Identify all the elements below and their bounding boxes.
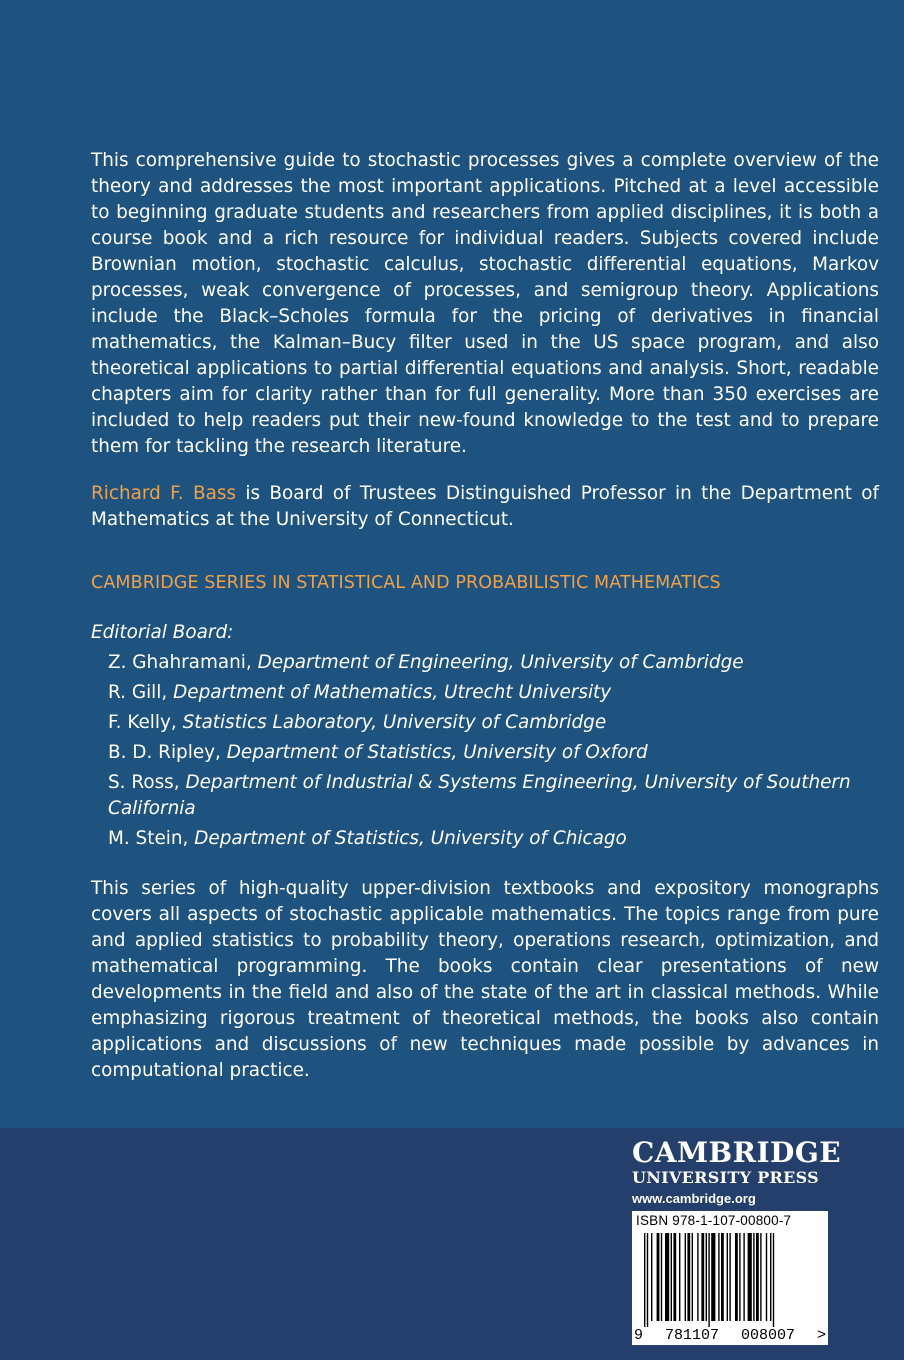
board-member	[108, 826, 878, 852]
barcode-bar	[671, 1233, 672, 1321]
book-description: This comprehensive guide to stochastic processes gives a complete overview of the theory and addresses the most important applications. Pitched at a level accessible to beginning graduate students and researchers from applied disciplines, it is both a course book and a rich resource for individual readers. Subjects covered include Brownian motion, stochastic calculus, stochastic differential equations, Markov processes, weak convergence of processes, and semigroup theory. Applications include the Black–Scholes formula for the pricing of derivatives in financial mathematics, the Kalman–Bucy filter used in the US space program, and also theoretical applications to partial differential equations and analysis. Short, readable chapters aim for clarity rather than for full generality. More than 350 exercises are included to help readers put their new-found knowledge to the test and to prepare them for tackling the research literature.	[91, 150, 879, 457]
barcode-digits	[634, 1327, 826, 1345]
barcode-bar	[651, 1233, 652, 1321]
board-member-name: Z. Ghahramani,	[108, 652, 258, 673]
series-description: This series of high-quality upper-division textbooks and expository monographs covers all aspects of stochastic applicable mathematics. The topics range from pure and applied statistics to probability theory, operations research, optimization, and mathematical programming. The books contain clear presentations of new developments in the field and also of the state of the art in classical methods. While emphasizing rigorous treatment of theoretical methods, the books also contain applications and discussions of new techniques made possible by advances in computational practice.	[91, 878, 879, 1081]
barcode-digit-lead: 9	[634, 1327, 644, 1344]
barcode	[632, 1211, 828, 1345]
board-member-affiliation-cont: California	[108, 798, 196, 819]
barcode-bar	[706, 1233, 707, 1321]
barcode-bar	[721, 1233, 724, 1321]
editorial-board-heading: Editorial Board:	[91, 622, 234, 643]
barcode-bar	[685, 1233, 686, 1321]
author-bio	[91, 481, 879, 533]
barcode-bar	[647, 1233, 648, 1327]
barcode-bar	[708, 1233, 709, 1327]
barcode-bar	[711, 1233, 715, 1321]
publisher-url: www.cambridge.org	[632, 1191, 756, 1206]
board-member-affiliation: Department of Mathematics, Utrecht University	[173, 682, 612, 703]
barcode-bar	[739, 1233, 740, 1321]
board-member-affiliation: Department of Engineering, University of Cambridge	[257, 652, 744, 673]
board-member-name: M. Stein,	[108, 828, 195, 849]
barcode-bars	[644, 1233, 816, 1327]
board-member-affiliation: Department of Statistics, University of Chicago	[194, 828, 627, 849]
publisher-logo	[632, 1136, 842, 1208]
publisher-subtitle: UNIVERSITY PRESS	[632, 1168, 819, 1187]
barcode-bar	[679, 1233, 680, 1321]
barcode-bar	[644, 1233, 645, 1327]
barcode-bar	[735, 1233, 738, 1321]
barcode-bar	[760, 1233, 761, 1321]
isbn-label: ISBN 978-1-107-00800-7	[636, 1213, 792, 1228]
barcode-bar	[729, 1233, 730, 1321]
barcode-bar	[687, 1233, 690, 1321]
board-member	[108, 740, 878, 766]
board-member	[108, 650, 878, 676]
barcode-bar	[743, 1233, 744, 1321]
barcode-bar	[748, 1233, 752, 1321]
board-member-name: B. D. Ripley,	[108, 742, 227, 763]
barcode-bar	[770, 1233, 771, 1321]
editorial-board-list	[108, 650, 878, 856]
barcode-bar	[773, 1233, 774, 1327]
author-name: Richard F. Bass	[91, 483, 237, 504]
barcode-bar	[766, 1233, 767, 1321]
series-title: CAMBRIDGE SERIES IN STATISTICAL AND PROBABILISTIC MATHEMATICS	[91, 573, 721, 593]
barcode-bar	[673, 1233, 676, 1321]
barcode-bar	[701, 1233, 704, 1321]
board-member-name: R. Gill,	[108, 682, 174, 703]
barcode-digit-group-right: 008007	[740, 1327, 795, 1344]
author-bio-text: is Board of Trustees Distinguished Professor in the Department of Mathematics at the University of Connecticut.	[91, 483, 879, 530]
barcode-bar	[753, 1233, 754, 1321]
board-member-name: S. Ross,	[108, 772, 186, 793]
barcode-bar	[756, 1233, 759, 1321]
barcode-bar	[692, 1233, 693, 1321]
barcode-bar	[661, 1233, 662, 1321]
board-member-affiliation: Department of Industrial & Systems Engineering, University of Southern	[185, 772, 851, 793]
barcode-bar	[657, 1233, 660, 1321]
board-member	[108, 770, 878, 822]
barcode-bar	[665, 1233, 669, 1321]
barcode-digit-group-left: 781107	[664, 1327, 719, 1344]
board-member-affiliation: Statistics Laboratory, University of Cambridge	[182, 712, 607, 733]
board-member-affiliation: Department of Statistics, University of Oxford	[226, 742, 648, 763]
board-member	[108, 710, 878, 736]
barcode-bar	[697, 1233, 698, 1321]
board-member-name: F. Kelly,	[108, 712, 183, 733]
board-member	[108, 680, 878, 706]
barcode-bar	[718, 1233, 719, 1321]
barcode-bar	[727, 1233, 728, 1321]
publisher-name: CAMBRIDGE	[632, 1136, 842, 1169]
barcode-digit-quiet-mark: >	[816, 1327, 826, 1344]
